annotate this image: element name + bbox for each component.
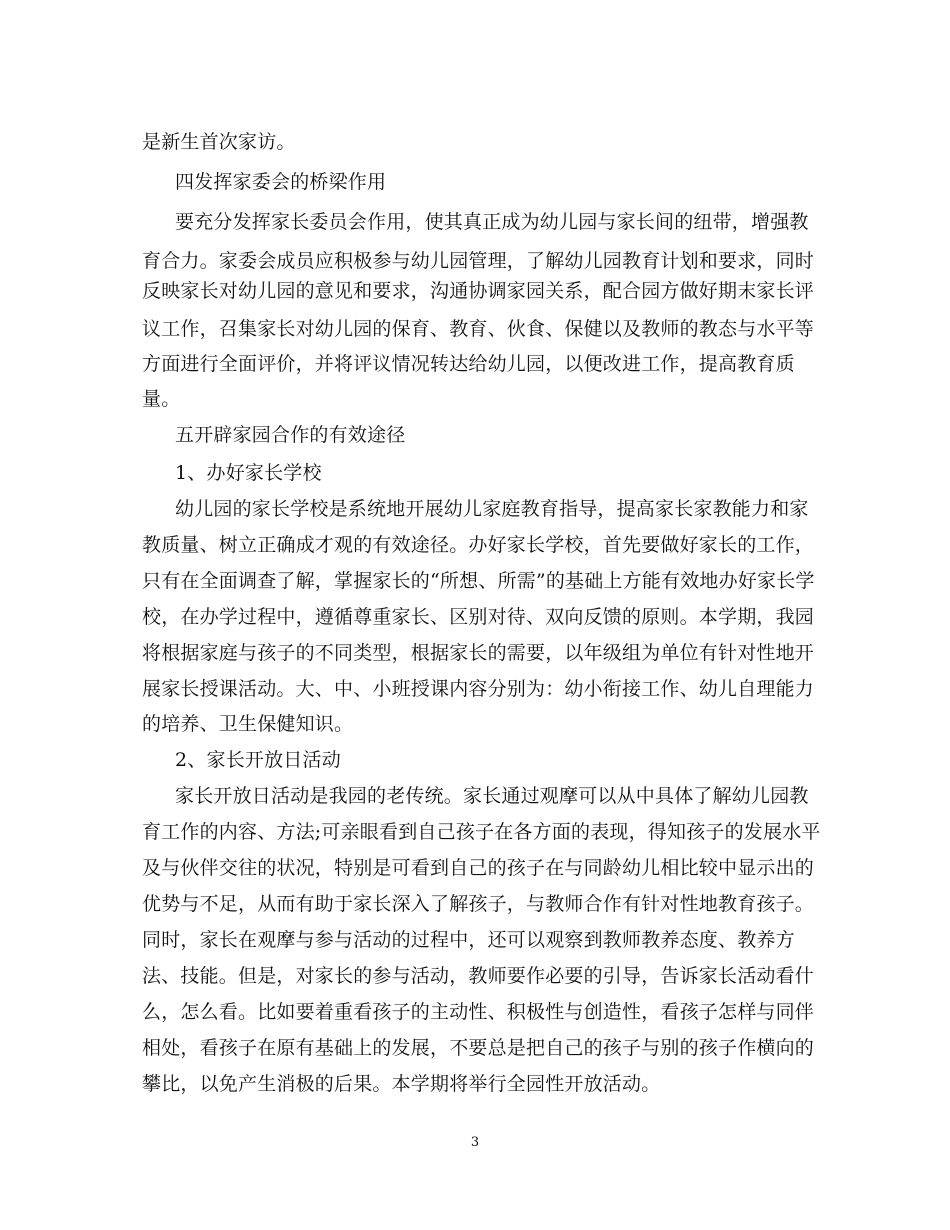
subsection-heading: 1、办好家长学校 — [175, 462, 322, 484]
paragraph-line: 家长开放日活动是我园的老传统。家长通过观摩可以从中具体了解幼儿园教 — [175, 785, 809, 807]
paragraph-line: 校，在办学过程中，遵循尊重家长、区别对待、双向反馈的原则。本学期，我园 — [142, 606, 815, 628]
paragraph-line: 量。 — [142, 388, 181, 410]
paragraph-line: 育工作的内容、方法;可亲眼看到自己孩子在各方面的表现，得知孩子的发展水平 — [142, 821, 821, 843]
paragraph-line: 同时，家长在观摩与参与活动的过程中，还可以观察到教师教养态度、教养方 — [142, 929, 795, 951]
page-number: 3 — [470, 1135, 480, 1150]
paragraph-line: 的培养、卫生保健知识。 — [142, 713, 354, 735]
paragraph-line: 只有在全面调查了解，掌握家长的“所想、所需”的基础上方能有效地办好家长学 — [142, 570, 815, 592]
paragraph-line: 是新生首次家访。 — [142, 131, 296, 153]
paragraph-line: 法、技能。但是，对家长的参与活动，教师要作必要的引导，告诉家长活动看什 — [142, 965, 815, 987]
section-heading: 五开辟家园合作的有效途径 — [175, 424, 406, 446]
subsection-heading: 2、家长开放日活动 — [175, 749, 341, 771]
section-heading: 四发挥家委会的桥梁作用 — [175, 171, 387, 193]
paragraph-line: 方面进行全面评价，并将评议情况转达给幼儿园，以便改进工作，提高教育质 — [142, 353, 795, 375]
paragraph-line: 优势与不足，从而有助于家长深入了解孩子，与教师合作有针对性地教育孩子。 — [142, 893, 815, 915]
paragraph-line: 将根据家庭与孩子的不同类型，根据家长的需要，以年级组为单位有针对性地开 — [142, 642, 815, 664]
paragraph-line: 教质量、树立正确成才观的有效途径。办好家长学校，首先要做好家长的工作， — [142, 534, 815, 556]
paragraph-line: 议工作，召集家长对幼儿园的保育、教育、伙食、保健以及教师的教态与水平等 — [142, 318, 815, 340]
paragraph-line: 及与伙伴交往的状况，特别是可看到自己的孩子在与同龄幼儿相比较中显示出的 — [142, 857, 815, 879]
paragraph-line: 幼儿园的家长学校是系统地开展幼儿家庭教育指导，提高家长家教能力和家 — [175, 498, 809, 520]
paragraph-line: 育合力。家委会成员应积极参与幼儿园管理，了解幼儿园教育计划和要求，同时 — [142, 250, 815, 272]
paragraph-line: 反映家长对幼儿园的意见和要求，沟通协调家园关系，配合园方做好期末家长评 — [142, 280, 815, 302]
paragraph-line: 么，怎么看。比如要着重看孩子的主动性、积极性与创造性，看孩子怎样与同伴 — [142, 1001, 815, 1023]
paragraph-line: 展家长授课活动。大、中、小班授课内容分别为：幼小衔接工作、幼儿自理能力 — [142, 678, 815, 700]
paragraph-line: 相处，看孩子在原有基础上的发展，不要总是把自己的孩子与别的孩子作横向的 — [142, 1037, 815, 1059]
paragraph-line: 要充分发挥家长委员会作用，使其真正成为幼儿园与家长间的纽带，增强教 — [175, 211, 809, 233]
paragraph-line: 攀比，以免产生消极的后果。本学期将举行全园性开放活动。 — [142, 1073, 661, 1095]
